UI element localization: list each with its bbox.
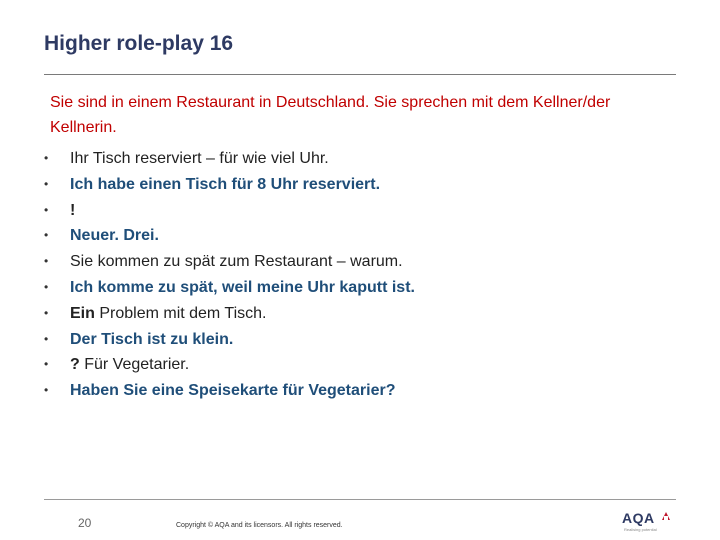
list-item [44, 327, 415, 353]
list-item [44, 352, 415, 378]
prompt-text: Ihr Tisch reserviert – für wie viel Uhr. [70, 150, 329, 167]
answer-text: Neuer. Drei. [70, 227, 159, 245]
prompt-text: Sie kommen zu spät zum Restaurant – warum. [70, 253, 403, 271]
page-number: 20 [78, 516, 92, 530]
list-item [44, 172, 415, 198]
bullet-icon: • [44, 254, 49, 269]
answer-text: Ich komme zu spät, weil meine Uhr kaputt ist. [70, 278, 415, 296]
list-item [44, 223, 415, 249]
prompt-text: Problem mit dem Tisch. [94, 304, 267, 322]
bullet-icon: • [44, 305, 49, 320]
bullet-icon: • [44, 357, 49, 372]
answer-text: Haben Sie eine Speisekarte für Vegetarier? [70, 382, 396, 400]
list-item [44, 275, 415, 301]
logo-mark-icon [660, 510, 672, 522]
aqa-logo-icon [622, 510, 674, 534]
bullet-icon: • [44, 176, 49, 191]
role-play-list [44, 146, 415, 404]
logo-text: AQA [622, 510, 655, 526]
list-item [44, 146, 415, 172]
copyright-notice: Copyright © AQA and its licensors. All rights reserved. [176, 522, 343, 529]
bullet-icon: • [44, 383, 49, 398]
prompt-text: Für Vegetarier. [79, 356, 190, 374]
page-title: Higher role-play 16 [44, 32, 234, 55]
prompt-strong: Ein [70, 304, 95, 322]
list-item [44, 249, 415, 275]
bullet-icon: • [44, 279, 49, 294]
prompt-strong: ? [70, 356, 80, 374]
list-item [44, 378, 415, 404]
answer-text: Ich habe einen Tisch für 8 Uhr reserviert. [70, 175, 381, 193]
bullet-icon: • [44, 331, 49, 346]
bullet-icon: • [44, 228, 49, 243]
logo-tagline: Realising potential [624, 527, 657, 532]
scenario-intro: Sie sind in einem Restaurant in Deutschland. Sie sprechen mit dem Kellner/der Kellnerin. [50, 94, 611, 136]
list-item [44, 301, 415, 327]
list-item [44, 198, 415, 224]
footer-divider [44, 499, 676, 500]
bullet-icon: • [44, 202, 49, 217]
unexpected-question-marker: ! [70, 201, 76, 219]
title-divider [44, 74, 676, 75]
answer-text: Der Tisch ist zu klein. [70, 330, 234, 348]
bullet-icon: • [44, 151, 49, 165]
